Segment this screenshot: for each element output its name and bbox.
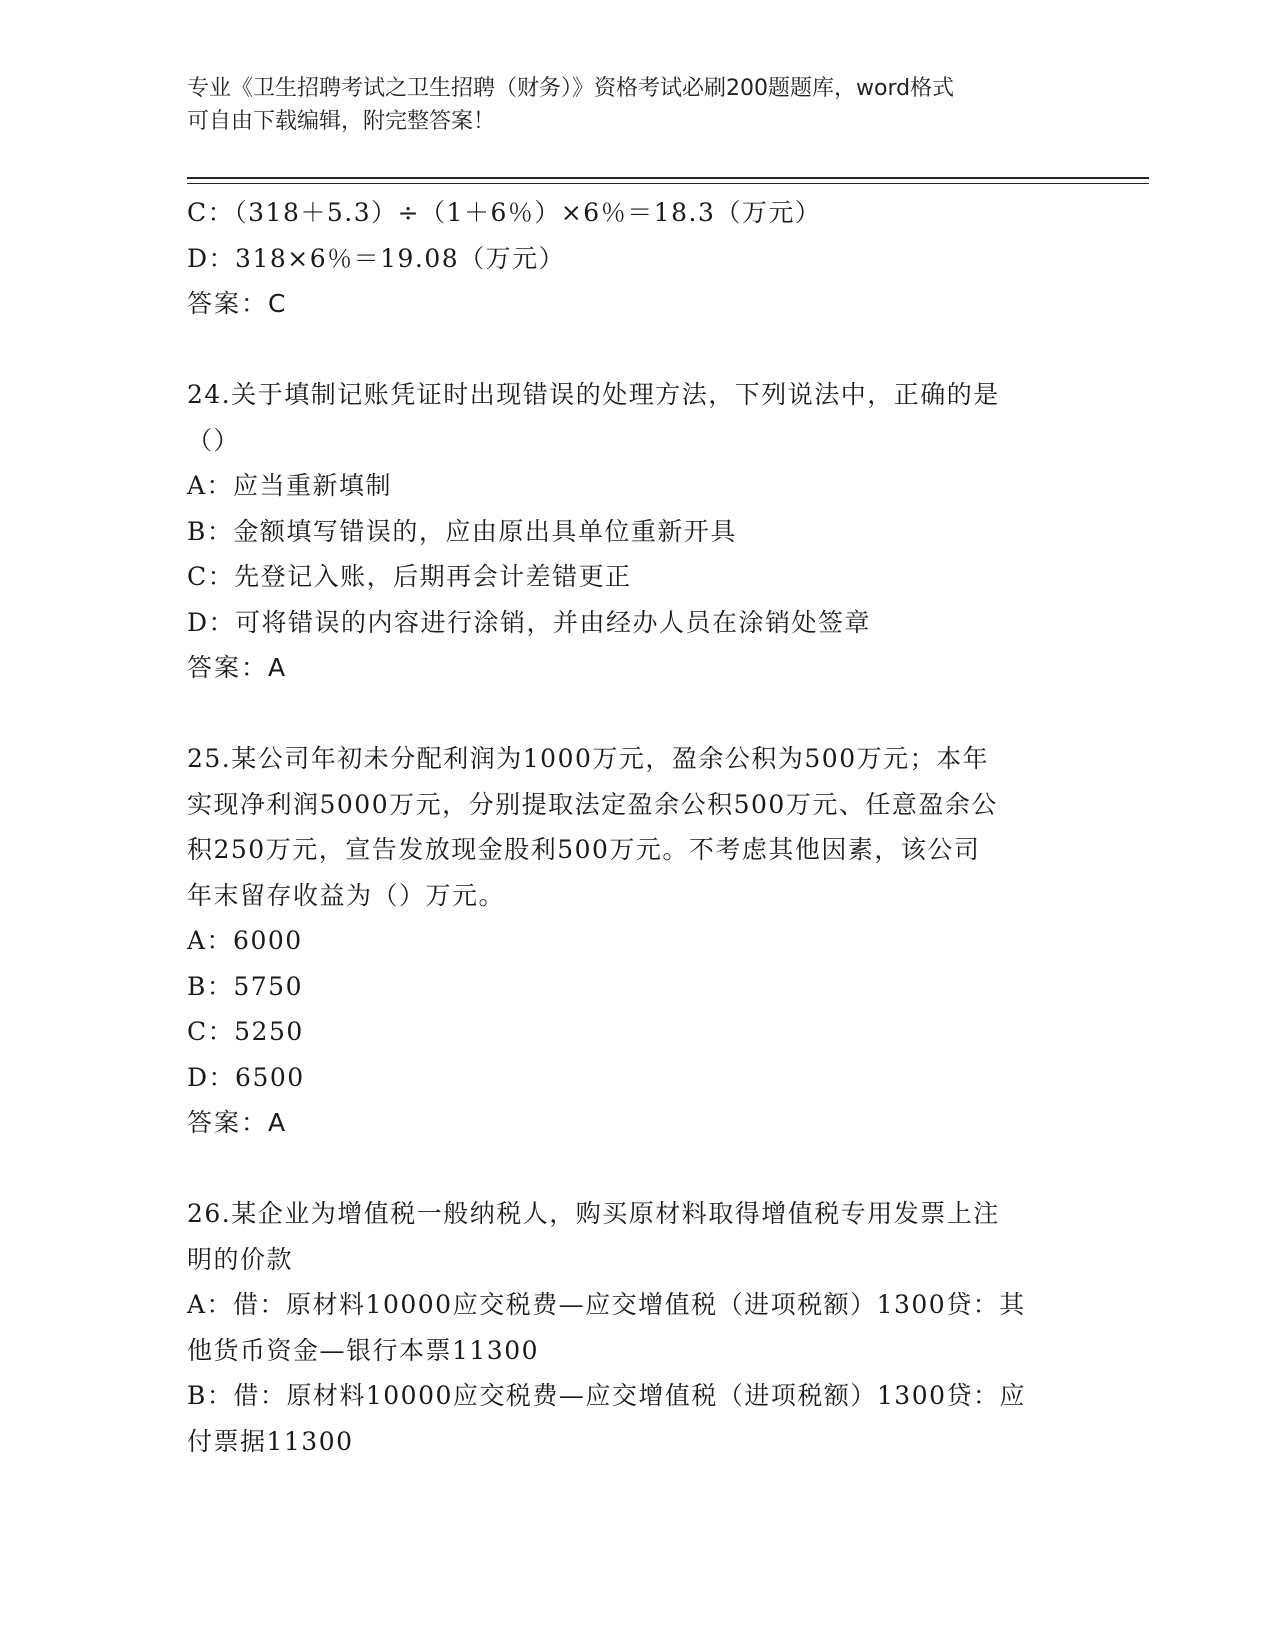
option-b: B：金额填写错误的，应由原出具单位重新开具 (187, 516, 737, 546)
document-body (187, 190, 1087, 1464)
option-d: D：318×6％＝19.08（万元） (187, 243, 566, 273)
option-a: A：6000 (187, 926, 303, 955)
answer-line: 答案：A (187, 1108, 288, 1137)
question-stem: 实现净利润5000万元，分别提取法定盈余公积500万元、任意盈余公 (187, 789, 998, 819)
question-25 (187, 736, 1087, 1146)
question-stem: 积250万元，宣告发放现金股利500万元。不考虑其他因素，该公司 (187, 835, 981, 864)
option-c: C：5250 (187, 1017, 304, 1046)
option-b: 付票据11300 (187, 1426, 354, 1456)
spacer (187, 1146, 1087, 1192)
question-stem: 25.某公司年初未分配利润为1000万元，盈余公积为500万元；本年 (187, 744, 990, 773)
question-24 (187, 372, 1087, 691)
option-c: C：先登记入账，后期再会计差错更正 (187, 562, 632, 591)
question-stem: （） (187, 425, 241, 455)
option-a: 他货币资金—银行本票11300 (187, 1335, 540, 1365)
answer-line: 答案：C (187, 289, 288, 318)
header-divider-thin (187, 183, 1149, 184)
question-stem: 24.关于填制记账凭证时出现错误的处理方法，下列说法中，正确的是 (187, 380, 1000, 409)
answer-line: 答案：A (187, 653, 288, 682)
document-header (187, 72, 1067, 138)
option-b: B：借：原材料10000应交税费—应交增值税（进项税额）1300贷：应 (187, 1381, 1027, 1410)
question-stem: 26.某企业为增值税一般纳税人，购买原材料取得增值税专用发票上注 (187, 1199, 1000, 1228)
option-d: D：6500 (187, 1062, 305, 1092)
header-title-line-2: 可自由下载编辑，附完整答案！ (187, 109, 496, 134)
header-divider-thick (187, 177, 1149, 179)
option-a: A：借：原材料10000应交税费—应交增值税（进项税额）1300贷：其 (187, 1290, 1026, 1319)
question-stem: 明的价款 (187, 1244, 294, 1274)
option-c: C：（318＋5.3）÷（1＋6％）×6％＝18.3（万元） (187, 198, 822, 227)
previous-question-tail (187, 190, 1087, 327)
option-a: A：应当重新填制 (187, 471, 393, 500)
spacer (187, 691, 1087, 737)
header-title-line-1: 专业《卫生招聘考试之卫生招聘（财务）》资格考试必刷200题题库，word格式 (187, 76, 955, 101)
option-b: B：5750 (187, 971, 303, 1001)
option-d: D：可将错误的内容进行涂销，并由经办人员在涂销处签章 (187, 607, 872, 637)
question-stem: 年末留存收益为（）万元。 (187, 880, 506, 910)
spacer (187, 327, 1087, 373)
question-26 (187, 1191, 1087, 1464)
